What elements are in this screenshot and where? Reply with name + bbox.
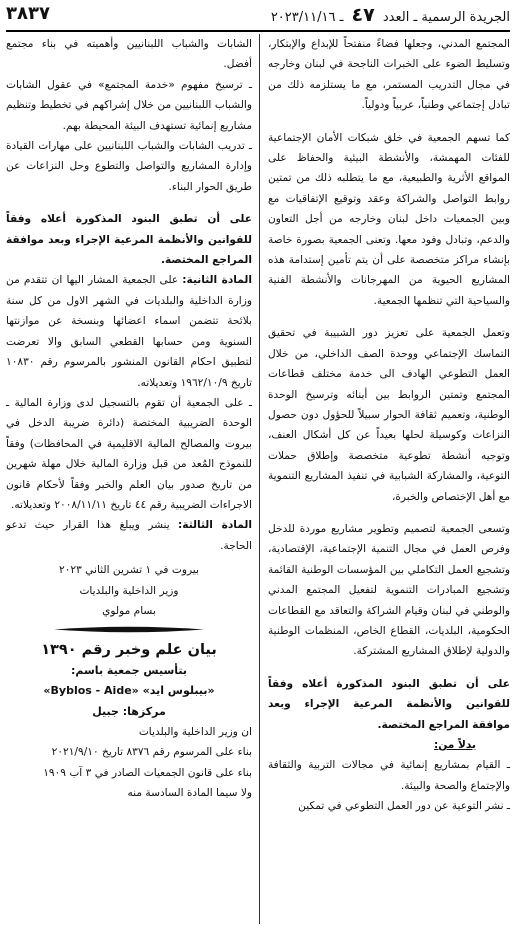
list-item: ـ نشر التوعية عن دور العمل التطوعي في تمكين: [298, 800, 510, 813]
signature-place-date: بيروت في ١ تشرين الثاني ٢٠٢٣: [59, 564, 199, 577]
paragraph: وتعمل الجمعية على تعزيز دور الشبيبة في تحقيق التماسك الإجتماعي ووحدة الصف الداخلي، من خلال العمل التطوعي الهادف الى خدمة مختلف قطاعات المجتمع وتمتين الروابط بين أبنائه وترسيخ الوحدة الوطنية، وتعميم ثقافة الحوار سبيلاً للحؤول دون حصول النزاعات وكوسيلة لحلها بعيداً عن كل أشكال العنف، وتوجيه أنشطة تطوعية متخصصة وإطلاق حملات التوعية، والمشاركة الشبابية في تنفيذ المشاريع التنموية مع أهل الإختصاص والخبرة،: [268, 327, 510, 503]
list-item: ـ على الجمعية أن تقوم بالتسجيل لدى وزارة المالية ـ الوحدة الضريبية المختصة (دائرة ضريبة الدخل في بيروت والمصالح المالية الاقليمية في المحافظات) وفقاً للنموذج المُعد من قبل وزارة المالية خلال مهلة شهرين من تاريخ صدور بيان العلم والخبر وفقاً لأحكام قانون الاجراءات الضريبية رقم ٤٤ تاريخ ٢٠٠٨/١١/١١ وتعديلاته.: [6, 396, 252, 511]
instead-of-label: بدلاً من:: [433, 739, 476, 751]
preamble-line: بناء على قانون الجمعيات الصادر في ٣ آب ١٩٠٩: [43, 766, 252, 779]
paragraph: المجتمع المدني، وجعلها فضاءً منفتحاً للإبداع والإبتكار، وتسليط الضوء على الخبرات الناجحة في لبنان وخارجه في مجال التدريب المستمر، مع ما يستلزمه ذلك من تبادل إجتماعي وطنياً، عربياً ودولياً.: [268, 38, 510, 112]
notice-title: بيان علم وخبر رقم ١٣٩٠: [41, 642, 217, 659]
paragraph: وتسعى الجمعية لتصميم وتطوير مشاريع موردة للدخل وفرص العمل في مجال التنمية الإجتماعية، الإقتصادية، وتشجيع العمل التكاملي بين المؤسسات الوطنية القائمة وتشجيع المبادرات التنموية لتفعيل المجتمع المدني والوطني في لبنان وقيام الشراكة والتعاقد مع القطاعات الحكومية، البلديات، القطاع الخاص، المنظمات الوطنية والدولية لإطلاق المشاريع المشتركة.: [268, 522, 510, 658]
preamble-line: ان وزير الداخلية والبلديات: [138, 726, 252, 738]
signature-name: بسام مولوي: [102, 604, 156, 617]
article-label: المادة الثانية:: [182, 274, 252, 287]
header-rule: [6, 30, 510, 32]
association-headquarters: مركزها: جبيل: [92, 704, 166, 718]
preamble-line: ولا سيما المادة السادسة منه: [127, 787, 252, 800]
paragraph: الشابات والشباب اللبنانيين وأهميته في بناء مجتمع أفضل.: [6, 38, 252, 71]
masthead: [271, 4, 510, 26]
preamble-line: بناء على المرسوم رقم ٨٣٧٦ تاريخ ٢٠٢١/٩/١٠: [51, 746, 252, 759]
list-item: ـ تدريب الشابات والشباب اللبنانيين على مهارات القيادة وإدارة المشاريع والتواصل والتطوع وحل النزاعات عن طريق الحوار البناء.: [6, 140, 252, 193]
condition-clause: على أن تطبق البنود المذكورة أعلاه وفقاً للقوانين والأنظمة المرعية الإجراء وبعد موافقة المراجع المختصة.: [6, 213, 252, 267]
list-item: ـ القيام بمشاريع إنمائية في مجالات التربية والثقافة والإجتماع والصحة والبيئة.: [268, 759, 510, 792]
article-three: [6, 515, 252, 556]
article-two: [6, 270, 252, 392]
article-label: المادة الثالثة:: [178, 519, 252, 532]
section-separator: [54, 625, 204, 634]
notice-subtitle: بتأسيس جمعية باسم:: [70, 663, 188, 677]
page-header: [6, 3, 510, 27]
issue-number: ٤٧: [351, 4, 375, 26]
list-item: ـ ترسيخ مفهوم «خدمة المجتمع» في عقول الشابات والشباب اللبنانيين من خلال إشراكهم في تخطيط وتنظيم مشاريع إنمائية تستهدف البيئة المحيطة بهم.: [6, 78, 252, 132]
signature-title: وزير الداخلية والبلديات: [79, 584, 179, 597]
page-number: ٣٨٣٧: [6, 3, 50, 24]
left-column: [6, 34, 252, 804]
right-column: [268, 34, 510, 817]
publication-name: الجريدة الرسمية ـ العدد: [382, 10, 510, 25]
association-name: «بيبلوس ايد» «Byblos - Aide»: [43, 684, 215, 698]
condition-clause: على أن تطبق البنود المذكورة أعلاه وفقاً للقوانين والأنظمة المرعية الإجراء وبعد موافقة المراجع المختصة.: [268, 677, 510, 731]
column-divider: [259, 34, 260, 924]
paragraph: كما تسهم الجمعية في خلق شبكات الأمان الإجتماعية للفئات المهمشة، والأنشطة البيئية والحفاظ على المواقع الأثرية والطبيعية، مع ما يتطلبه ذلك من تمتين روابط التواصل والشراكة وعقد وتوقيع الإتفاقيات مع وبين الجمعيات داخل لبنان وخارجه من أجل التعاون والدعم، وتبادل وفود معها. وتعنى الجمعية بصورة خاصة بإنشاء مراكز متخصصة على أن يتم تأمين إستدامة هذه المشاريع الحيوية من المهرجانات والأنشطة الفنية والسياحية التي تنظمها الجمعية.: [268, 131, 510, 307]
issue-date: ـ ٢٠٢٣/١١/١٦: [270, 10, 344, 25]
article-text: على الجمعية المشار اليها ان تتقدم من وزارة الداخلية والبلديات في الشهر الاول من كل سنة بلائحة تتضمن اسماء اعضائها وبنسخة عن موازنتها السنوية ومن حسابها القطعي السابق والا تعرضت لتطبيق احكام القانون المنشور بالمرسوم رقم ١٠٨٣٠ تاريخ ١٩٦٢/١٠/٩ وتعديلاته.: [6, 274, 252, 389]
article-text: ينشر ويبلغ هذا القرار حيث تدعو الحاجة.: [6, 519, 252, 552]
